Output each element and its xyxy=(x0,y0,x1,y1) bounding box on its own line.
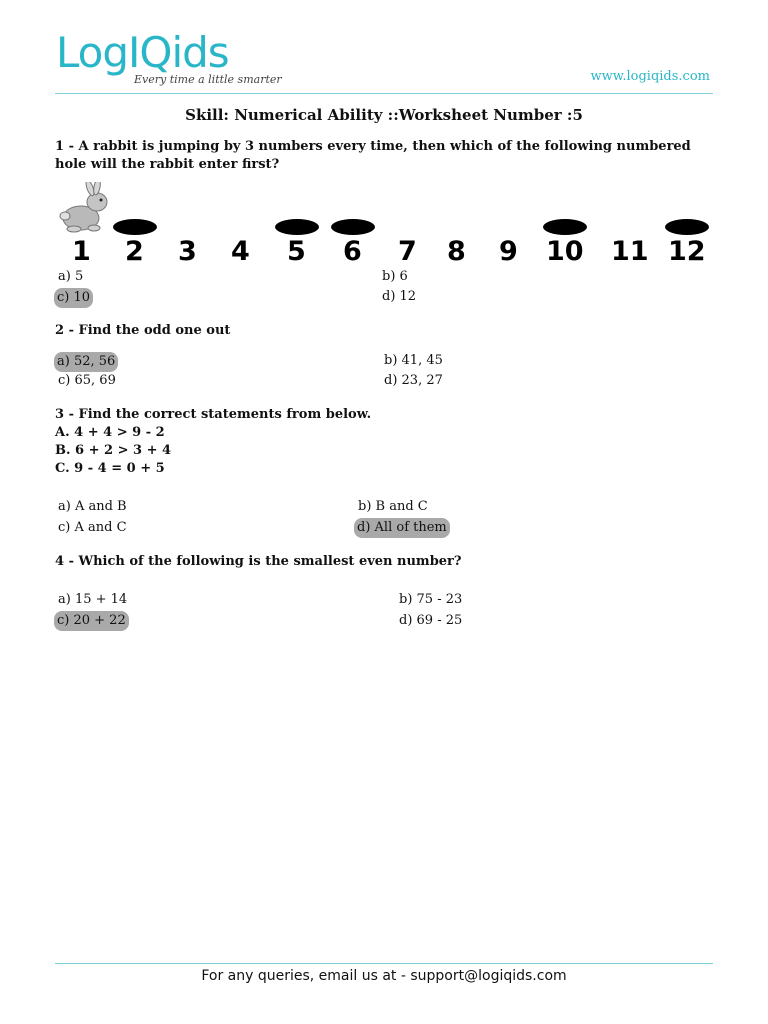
hole-12 xyxy=(665,219,709,235)
footer-contact: For any queries, email us at - support@logiqids.com xyxy=(201,968,567,984)
q1-option-c-selected[interactable]: c) 10 xyxy=(54,288,93,308)
q4-option-c-selected[interactable]: c) 20 + 22 xyxy=(54,611,129,631)
website-link[interactable]: www.logiqids.com xyxy=(590,69,710,84)
number-6: 6 xyxy=(343,236,362,267)
q2-option-c[interactable]: c) 65, 69 xyxy=(58,373,116,388)
q1-option-d[interactable]: d) 12 xyxy=(382,289,417,304)
hole-2 xyxy=(113,219,157,235)
number-8: 8 xyxy=(447,236,466,267)
number-9: 9 xyxy=(499,236,518,267)
statement-a: A. 4 + 4 > 9 - 2 xyxy=(55,425,165,440)
number-11: 11 xyxy=(611,236,649,267)
hole-6 xyxy=(331,219,375,235)
q3-option-b[interactable]: b) B and C xyxy=(358,499,428,514)
q3-option-a[interactable]: a) A and B xyxy=(58,499,127,514)
number-10: 10 xyxy=(546,236,584,267)
question-2: 2 - Find the odd one out xyxy=(55,323,231,338)
number-5: 5 xyxy=(287,236,306,267)
q3-option-c[interactable]: c) A and C xyxy=(58,520,127,535)
q3-option-d-selected[interactable]: d) All of them xyxy=(354,518,450,538)
q1-option-b[interactable]: b) 6 xyxy=(382,269,408,284)
statement-c: C. 9 - 4 = 0 + 5 xyxy=(55,461,165,476)
number-2: 2 xyxy=(125,236,144,267)
question-4: 4 - Which of the following is the smallest even number? xyxy=(55,554,462,569)
q2-option-b[interactable]: b) 41, 45 xyxy=(384,353,443,368)
q4-option-d[interactable]: d) 69 - 25 xyxy=(399,613,463,628)
question-3-prompt: 3 - Find the correct statements from below. xyxy=(55,407,372,422)
number-12: 12 xyxy=(668,236,706,267)
hole-10 xyxy=(543,219,587,235)
q4-option-b[interactable]: b) 75 - 23 xyxy=(399,592,463,607)
q4-option-a[interactable]: a) 15 + 14 xyxy=(58,592,128,607)
question-1-line-2: hole will the rabbit enter first? xyxy=(55,157,280,172)
question-1-line-1: 1 - A rabbit is jumping by 3 numbers every time, then which of the following numbered xyxy=(55,139,691,154)
hole-5 xyxy=(275,219,319,235)
brand-tagline: Every time a little smarter xyxy=(134,73,282,86)
statement-b: B. 6 + 2 > 3 + 4 xyxy=(55,443,172,458)
number-3: 3 xyxy=(178,236,197,267)
q1-option-a[interactable]: a) 5 xyxy=(58,269,84,284)
number-1: 1 xyxy=(72,236,91,267)
number-7: 7 xyxy=(398,236,417,267)
footer-divider xyxy=(55,963,713,964)
brand-logo: LogIQids xyxy=(56,28,229,77)
rabbit-icon xyxy=(56,182,116,234)
header-divider xyxy=(55,93,713,94)
question-1 xyxy=(55,138,691,174)
question-3 xyxy=(55,406,371,478)
q2-option-d[interactable]: d) 23, 27 xyxy=(384,373,443,388)
number-4: 4 xyxy=(231,236,250,267)
worksheet-title: Skill: Numerical Ability ::Worksheet Number :5 xyxy=(185,106,583,124)
q2-option-a-selected[interactable]: a) 52, 56 xyxy=(54,352,118,372)
